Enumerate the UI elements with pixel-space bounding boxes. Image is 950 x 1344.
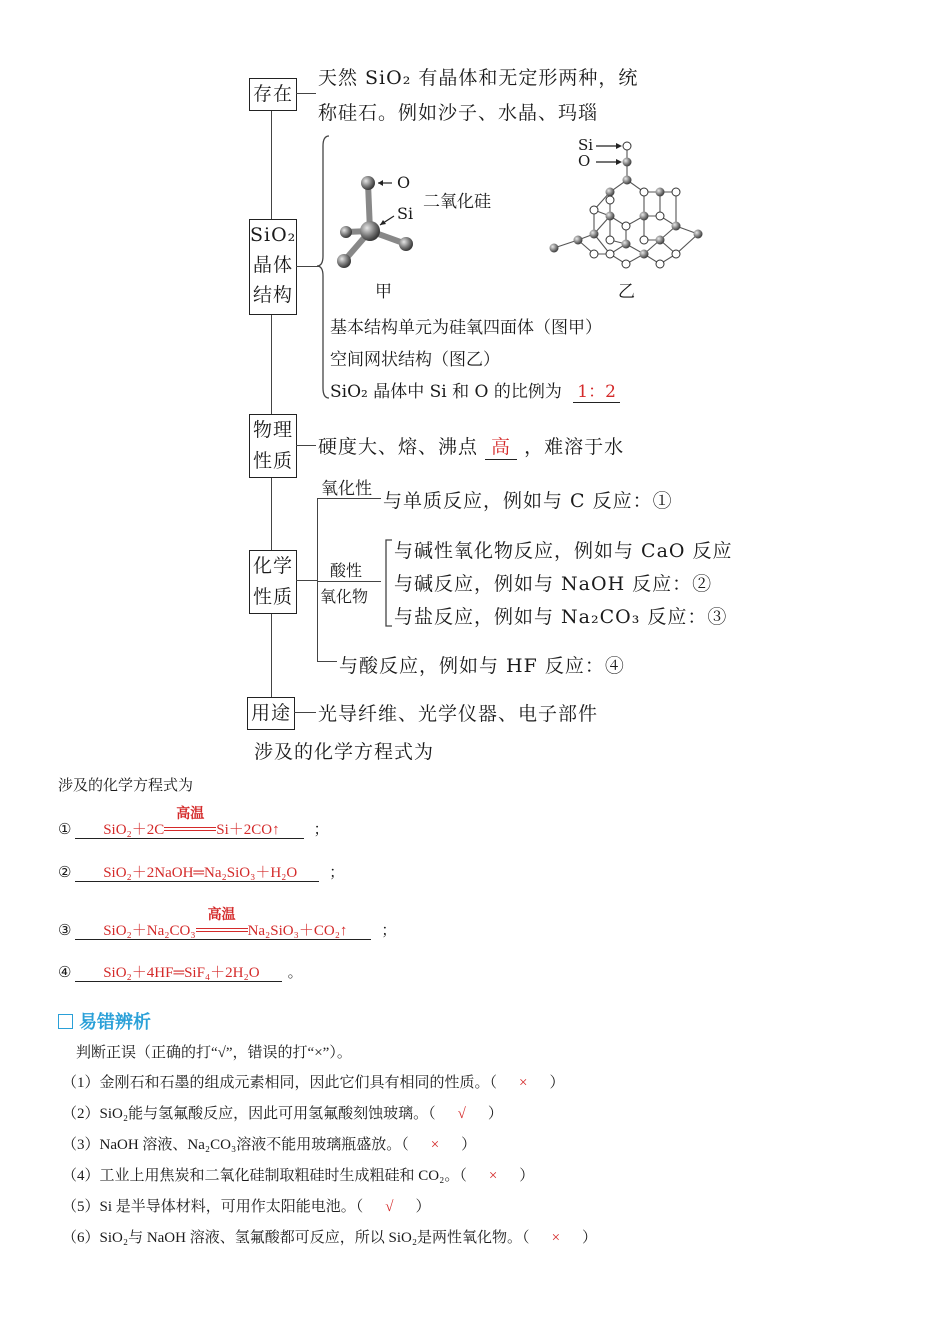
judgement-item-4: （4）工业上用焦炭和二氧化硅制取粗硅时生成粗硅和 CO₂。（ × ） [62,1168,535,1184]
box-use: 用途 [247,697,295,730]
judgement-item-3: （3）NaOH 溶液、Na₂CO₃溶液不能用玻璃瓶盛放。（ × ） [62,1137,477,1153]
judgement-item-5: （5）Si 是半导体材料，可用作太阳能电池。（ √ ） [62,1199,431,1215]
connector-chemical [296,580,318,581]
oxidizing-text: 与单质反应，例如与 C 反应：① [383,490,673,512]
network-o-legend: O [578,152,591,170]
oxidizing-label: 氧化性 [321,479,372,499]
judgement-answer: × [551,1230,561,1246]
equation-2: ② SiO₂＋2NaOH═Na₂SiO₃＋H₂O ； [58,865,345,881]
molecule-name: 二氧化硅 [423,192,491,212]
judgement-item-2: （2）SiO₂能与氢氟酸反应，因此可用氢氟酸刻蚀玻璃。（ √ ） [62,1106,503,1122]
judgement-answer: √ [385,1199,394,1215]
section-instruction: 判断正误（正确的打“√”，错误的打“×”）。 [76,1045,352,1061]
acid-branch [317,661,337,662]
network-yi-figure [548,136,708,276]
acidic-label-2: 氧化物 [320,587,369,606]
condition-high-temp-2: 高温 [196,928,248,929]
connector-physical [296,445,316,446]
box-physical: 物理 性质 [249,414,297,478]
use-text: 光导纤维、光学仪器、电子部件 [318,703,599,725]
physical-answer: 高 [485,432,517,460]
judgement-answer: × [430,1137,440,1153]
network-yi-label: 乙 [618,282,635,302]
acidic-item-1: 与碱性氧化物反应，例如与 CaO 反应 [394,540,733,562]
condition-high-temp: 高温 [164,827,216,828]
judgement-item-6: （6）SiO₂与 NaOH 溶液、氢氟酸都可反应，所以 SiO₂是两性氧化物。（ × ） [62,1230,598,1246]
acid-react-text: 与酸反应，例如与 HF 反应：④ [339,655,625,677]
chemical-branch-vertical [317,498,318,662]
equation-3: ③ SiO₂＋Na₂CO₃ 高温 Na₂SiO₃＋CO₂↑ ； [58,908,397,939]
exist-line-1: 天然 SiO₂ 有晶体和无定形两种，统 [318,67,639,89]
judgement-item-1: （1）金刚石和石墨的组成元素相同，因此它们具有相同的性质。（ × ） [62,1075,565,1091]
checkbox-square-icon [58,1014,73,1029]
judgement-answer: √ [457,1106,466,1122]
equations-intro: 涉及的化学方程式为 [58,778,194,794]
acidic-label-1: 酸性 [330,561,363,580]
ratio-answer: 1：2 [573,377,620,403]
structure-note-3: SiO₂ 晶体中 Si 和 O 的比例为 1：2 [330,377,620,403]
equation-4: ④ SiO₂＋4HF═SiF₄＋2H₂O 。 [58,965,303,981]
acidic-item-2: 与碱反应，例如与 NaOH 反应：② [394,573,713,595]
section-title: 易错辨析 [58,1008,151,1034]
network-si-legend: Si [578,136,594,154]
connector-exist [296,93,316,94]
equation-1: ① SiO₂＋2C 高温 Si＋2CO↑ ； [58,807,329,838]
judgement-answer: × [488,1168,498,1184]
molecule-jia-figure [330,170,430,270]
structure-note-1: 基本结构单元为硅氧四面体（图甲） [330,318,602,338]
acidic-branch [317,581,381,582]
diagram-caption: 涉及的化学方程式为 [254,741,435,763]
molecule-jia-label: 甲 [375,282,392,302]
physical-text: 硬度大、熔、沸点 高 ，难溶于水 [318,432,624,460]
molecule-jia-si-label: Si [397,204,414,223]
exist-line-2: 称硅石。例如沙子、水晶、玛瑙 [318,102,599,124]
connector-use [294,712,316,713]
box-chemical: 化学 性质 [249,550,297,614]
box-structure: SiO₂ 晶体 结构 [249,219,297,315]
box-exist: 存在 [249,78,297,111]
molecule-jia-o-label: O [397,173,411,192]
judgement-answer: × [519,1075,528,1091]
acidic-item-3: 与盐反应，例如与 Na₂CO₃ 反应：③ [394,606,728,628]
acidic-brace [382,538,394,628]
structure-note-2: 空间网状结构（图乙） [330,350,500,370]
